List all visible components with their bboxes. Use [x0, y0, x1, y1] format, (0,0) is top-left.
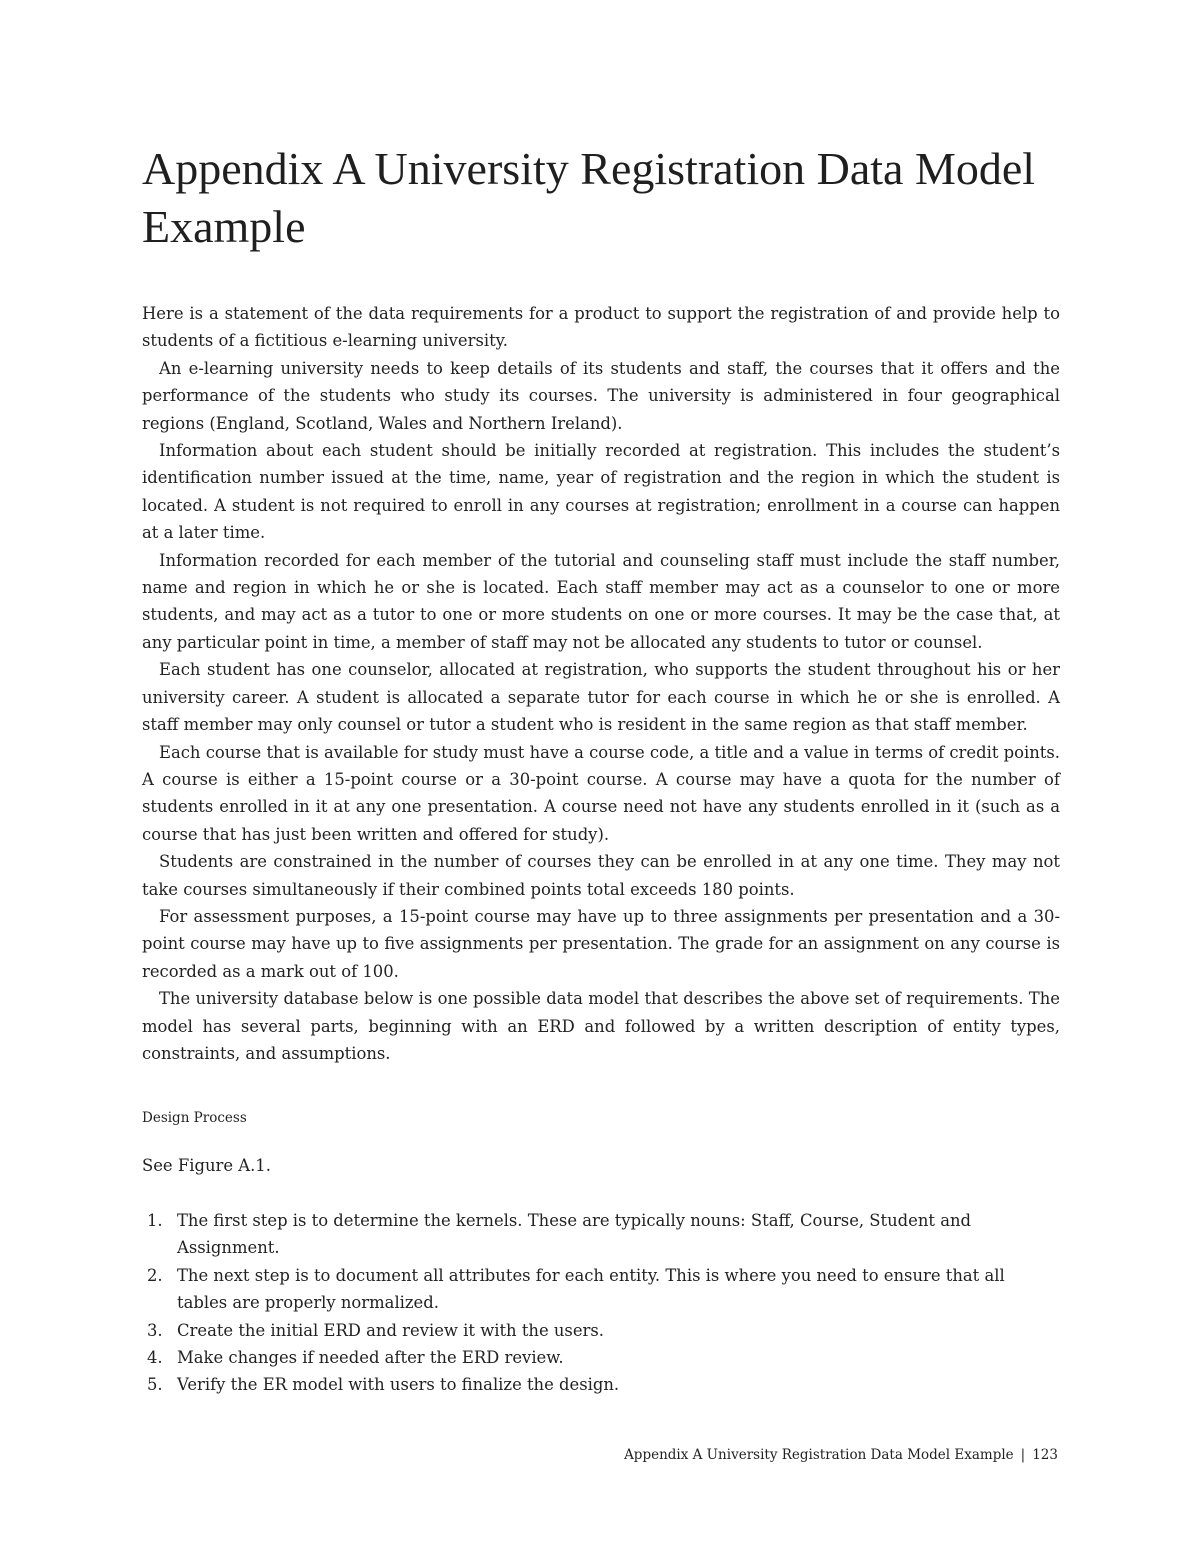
paragraph-overview: An e-learning university needs to keep details of its students and staff, the courses that it offers and the performance of the students who study its courses. The university is administered in four geographical regions (England, Scotland, Wales and Northern Ireland).: [142, 358, 1060, 433]
list-item-number: 2.: [147, 1265, 163, 1285]
list-item-text: Create the initial ERD and review it with the users.: [177, 1320, 604, 1340]
list-item: [142, 1371, 1060, 1398]
list-item-number: 1.: [147, 1211, 163, 1230]
paragraph-intro: Here is a statement of the data requirements for a product to support the registration of and provide help to students of a fictitious e-learning university.: [142, 304, 1060, 351]
body-text: [142, 300, 1060, 1067]
paragraph-counselor: Each student has one counselor, allocated at registration, who supports the student throughout his or her university career. A student is allocated a separate tutor for each course in which he or she is enrolled. A staff member may only counsel or tutor a student who is resident in the same region as that staff member.: [142, 660, 1060, 735]
footer-separator: |: [1020, 1447, 1026, 1463]
list-item-text: The next step is to document all attributes for each entity. This is where you need to ensure that all tables are properly normalized.: [177, 1265, 1005, 1313]
list-item-number: 4.: [147, 1348, 163, 1368]
list-item: [142, 1207, 1060, 1262]
list-item-number: 3.: [147, 1320, 163, 1340]
paragraph-course: Each course that is available for study must have a course code, a title and a value in terms of credit points. A course is either a 15-point course or a 30-point course. A course may have a quota for the number of students enrolled in it at any one presentation. A course need not have any students enrolled in it (such as a course that has just been written and offered for study).: [142, 742, 1060, 844]
paragraph-data-model: The university database below is one possible data model that describes the above set of requirements. The model has several parts, beginning with an ERD and followed by a written description of entity types, constraints, and assumptions.: [142, 989, 1060, 1063]
page-number: 123: [1032, 1447, 1058, 1463]
page-footer: [624, 1444, 1058, 1466]
list-item: [142, 1344, 1060, 1371]
figure-reference: See Figure A.1.: [142, 1156, 271, 1175]
paragraph-assessment: For assessment purposes, a 15-point course may have up to three assignments per presentation and a 30-point course may have up to five assignments per presentation. The grade for an assignment on any course is recorded as a mark out of 100.: [142, 906, 1060, 981]
paragraph-constraints: Students are constrained in the number of courses they can be enrolled in at any one time. They may not take courses simultaneously if their combined points total exceeds 180 points.: [142, 852, 1060, 899]
list-item: [142, 1262, 1060, 1317]
list-item-text: Make changes if needed after the ERD review.: [177, 1348, 564, 1368]
design-steps-list: [142, 1207, 1060, 1399]
paragraph-staff-info: Information recorded for each member of the tutorial and counseling staff must include the staff number, name and region in which he or she is located. Each staff member may act as a counselor to one or more students, and may act as a tutor to one or more students on one or more courses. It may be the case that, at any particular point in time, a member of staff may not be allocated any students to tutor or counsel.: [142, 550, 1060, 652]
section-heading-design-process: Design Process: [142, 1110, 247, 1126]
list-item-text: The first step is to determine the kernels. These are typically nouns: Staff, Course, Student and Assignment.: [177, 1211, 972, 1258]
running-title: Appendix A University Registration Data Model Example: [624, 1447, 1014, 1463]
list-item: [142, 1317, 1060, 1344]
list-item-text: Verify the ER model with users to finalize the design.: [177, 1375, 620, 1395]
list-item-number: 5.: [147, 1375, 163, 1395]
paragraph-student-info: Information about each student should be initially recorded at registration. This includes the student’s identification number issued at the time, name, year of registration and the region in which the student is located. A student is not required to enroll in any courses at registration; enrollment in a course can happen at a later time.: [142, 441, 1060, 543]
page-title: Appendix A University Registration Data Model Example: [142, 143, 1036, 252]
